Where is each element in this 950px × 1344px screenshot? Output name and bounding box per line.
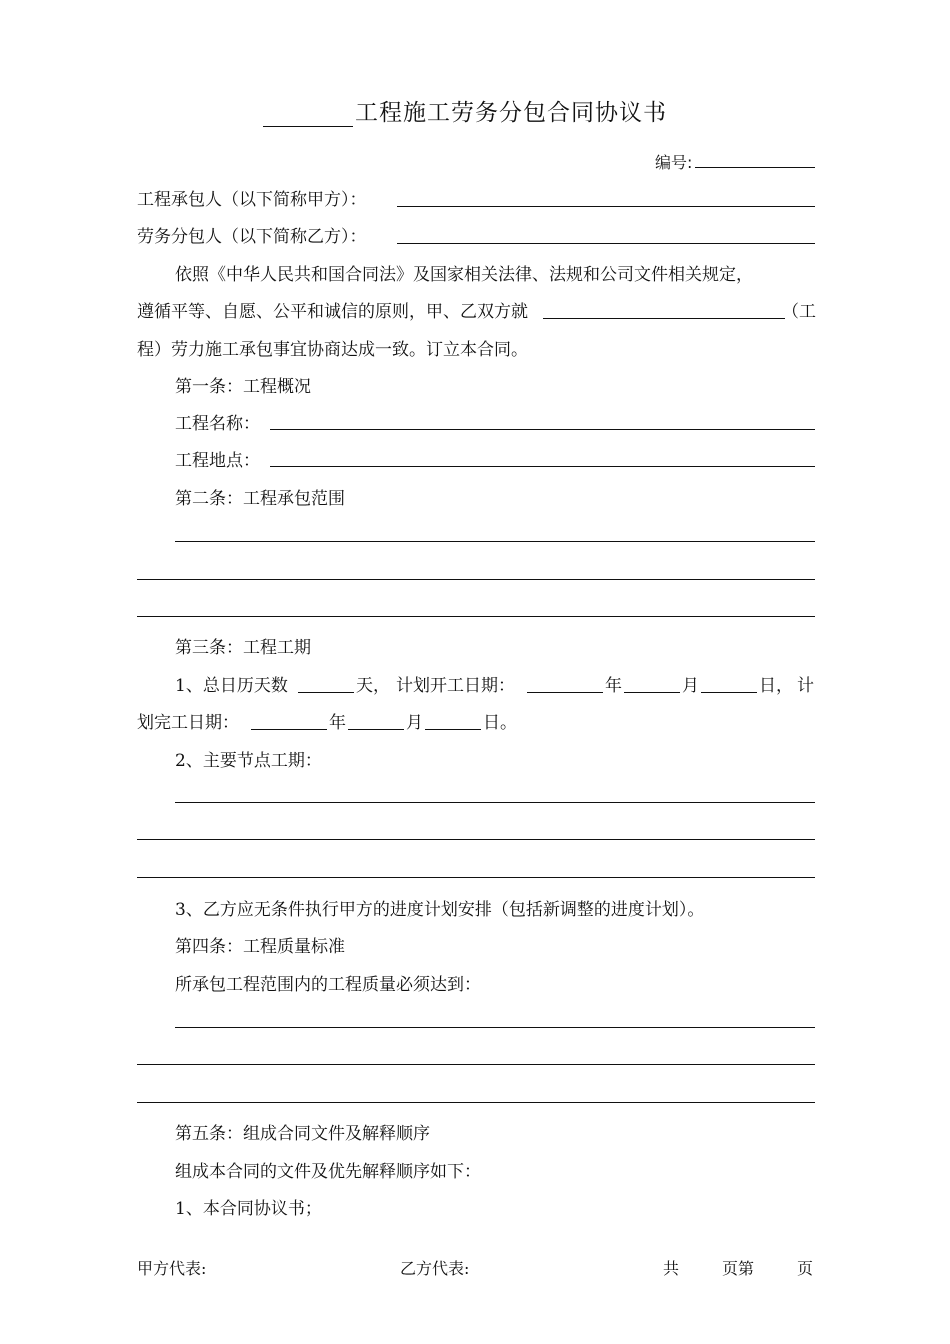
footer-total: 共 [663,1259,680,1278]
end-month-field[interactable] [348,729,404,730]
schedule-compliance-text: 3、乙方应无条件执行甲方的进度计划安排（包括新调整的进度计划）。 [175,900,705,920]
quality-line-2[interactable] [137,1064,815,1065]
day-unit: 天， [356,676,390,696]
project-field-inline[interactable] [543,318,785,319]
intro-line-2-end: （工 [782,302,816,322]
start-day-unit: 日， [759,676,793,696]
footer-party-b-rep: 乙方代表: [400,1259,470,1278]
project-site-field[interactable] [270,466,815,467]
end-year-unit: 年 [329,713,346,733]
total-days-field[interactable] [298,692,354,693]
start-year-unit: 年 [605,676,622,696]
start-year-field[interactable] [527,692,603,693]
start-date-label: 计划开工日期： [396,676,515,696]
project-name-label: 工程名称： [175,414,260,434]
total-days-label: 1、总日历天数 [175,676,288,696]
footer-party-a-rep: 甲方代表: [137,1259,207,1278]
party-a-label: 工程承包人（以下简称甲方）： [137,190,367,210]
party-a-field[interactable] [397,206,815,207]
start-month-field[interactable] [624,692,680,693]
quality-text: 所承包工程范围内的工程质量必须达到： [175,975,481,995]
number-field[interactable] [695,167,815,168]
intro-line-3: 程）劳力施工承包事宜协商达成一致。订立本合同。 [137,340,528,360]
article-5-item-1: 1、本合同协议书； [175,1199,322,1219]
milestones-label: 2、主要节点工期： [175,751,322,771]
article-5-intro: 组成本合同的文件及优先解释顺序如下： [175,1162,481,1182]
quality-line-1[interactable] [175,1027,815,1028]
title-prefix-underline [263,126,353,127]
footer-page-of: 页第 [722,1259,755,1278]
end-day-field[interactable] [425,729,481,730]
scope-line-1[interactable] [175,541,815,542]
article-4-title: 第四条：工程质量标准 [175,937,345,957]
party-b-label: 劳务分包人（以下简称乙方）： [137,227,367,247]
milestone-line-2[interactable] [137,839,815,840]
end-month-unit: 月 [406,713,423,733]
article-5-title: 第五条：组成合同文件及解释顺序 [175,1124,430,1144]
end-date-label: 划完工日期： [137,713,239,733]
quality-line-3[interactable] [137,1102,815,1103]
start-day-field[interactable] [701,692,757,693]
footer-page: 页 [797,1259,814,1278]
article-3-title: 第三条：工程工期 [175,638,311,658]
project-name-field[interactable] [270,429,815,430]
project-site-label: 工程地点： [175,451,260,471]
start-month-unit: 月 [682,676,699,696]
article-1-title: 第一条：工程概况 [175,377,311,397]
document-title: 工程施工劳务分包合同协议书 [355,100,667,126]
end-day-unit: 日。 [483,713,517,733]
scope-line-3[interactable] [137,616,815,617]
milestone-line-3[interactable] [137,877,815,878]
article-2-title: 第二条：工程承包范围 [175,489,345,509]
intro-line-2: 遵循平等、自愿、公平和诚信的原则，甲、乙双方就 [137,302,528,322]
intro-line-1: 依照《中华人民共和国合同法》及国家相关法律、法规和公司文件相关规定， [175,265,753,285]
scope-line-2[interactable] [137,579,815,580]
milestone-line-1[interactable] [175,802,815,803]
end-year-field[interactable] [251,729,327,730]
start-line-end: 计 [797,676,814,696]
number-label: 编号: [655,153,693,172]
party-b-field[interactable] [397,243,815,244]
